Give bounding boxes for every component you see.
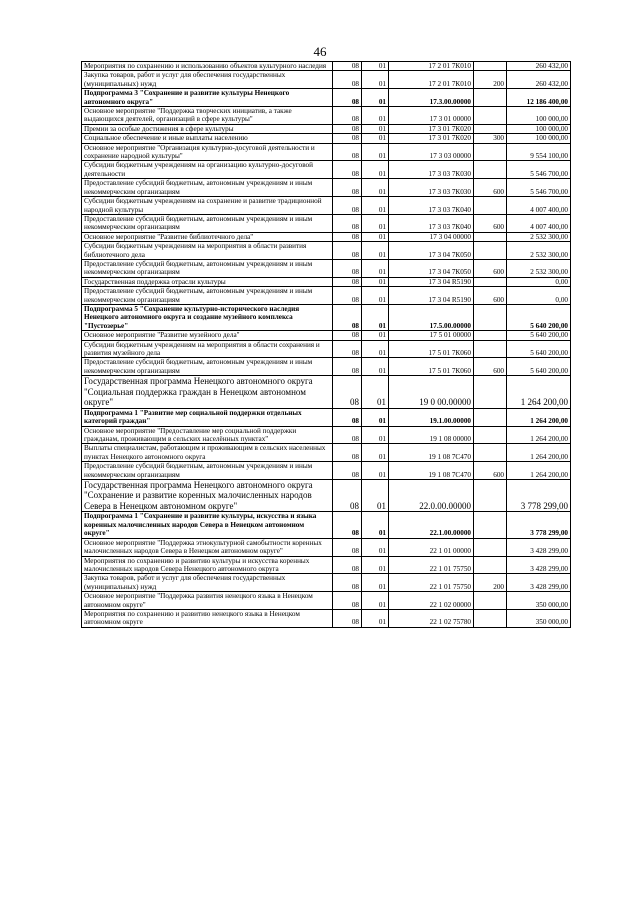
row-description: Подпрограмма 5 "Сохранение культурно-исторического наследия Ненецкого автономного округа и создание музейного комплекса "Пустозерье" <box>82 304 333 330</box>
section-code: 08 <box>333 426 362 444</box>
expense-type-code: 600 <box>474 462 507 480</box>
expense-type-code <box>474 107 507 125</box>
target-article-code: 17 3 03 7К030 <box>389 179 474 197</box>
row-description: Субсидии бюджетным учреждениям на мероприятия в области развития библиотечного дела <box>82 242 333 260</box>
amount: 1 264 200,00 <box>507 426 571 444</box>
subsection-code: 01 <box>362 259 389 277</box>
amount: 5 546 700,00 <box>507 161 571 179</box>
row-description: Мероприятия по сохранению и использованию объектов культурного наследия <box>82 62 333 71</box>
target-article-code: 17 3 04 R5190 <box>389 277 474 286</box>
target-article-code: 17 3 01 7К020 <box>389 124 474 133</box>
expense-type-code <box>474 340 507 358</box>
row-description: Субсидии бюджетным учреждениям на сохранение и развитие традиционной народной культуры <box>82 197 333 215</box>
section-code: 08 <box>333 214 362 232</box>
row-description: Государственная программа Ненецкого автономного округа "Сохранение и развитие коренных малочисленных народов Севера в Ненецком автономном округе" <box>82 479 333 512</box>
amount: 2 532 300,00 <box>507 242 571 260</box>
target-article-code: 22.1.00.00000 <box>389 512 474 538</box>
target-article-code: 17 2 01 7К010 <box>389 62 474 71</box>
section-code: 08 <box>333 512 362 538</box>
amount: 3 428 299,00 <box>507 556 571 574</box>
section-code: 08 <box>333 179 362 197</box>
row-description: Субсидии бюджетным учреждениям на организацию культурно-досуговой деятельности <box>82 161 333 179</box>
target-article-code: 17 5 01 7К060 <box>389 358 474 376</box>
expense-type-code: 200 <box>474 71 507 89</box>
table-row <box>82 214 571 232</box>
row-description: Премии за особые достижения в сфере культуры <box>82 124 333 133</box>
expense-type-code <box>474 408 507 426</box>
table-row <box>82 556 571 574</box>
table-row <box>82 197 571 215</box>
target-article-code: 22 1 01 75750 <box>389 574 474 592</box>
amount: 100 000,00 <box>507 107 571 125</box>
table-row <box>82 340 571 358</box>
expense-type-code: 600 <box>474 358 507 376</box>
target-article-code: 17 3 04 7К050 <box>389 242 474 260</box>
amount: 5 640 200,00 <box>507 340 571 358</box>
amount: 100 000,00 <box>507 134 571 143</box>
row-description: Подпрограмма 1 "Сохранение и развитие культуры, искусства и языка коренных малочисленных народов Севера в Ненецком автономном округе" <box>82 512 333 538</box>
table-row <box>82 331 571 340</box>
section-code: 08 <box>333 408 362 426</box>
table-row <box>82 124 571 133</box>
amount: 260 432,00 <box>507 71 571 89</box>
target-article-code: 17 3 01 00000 <box>389 107 474 125</box>
target-article-code: 22.0.00.00000 <box>389 479 474 512</box>
expense-type-code: 600 <box>474 214 507 232</box>
expense-type-code: 600 <box>474 259 507 277</box>
expense-type-code <box>474 444 507 462</box>
subsection-code: 01 <box>362 331 389 340</box>
amount: 3 428 299,00 <box>507 538 571 556</box>
section-code: 08 <box>333 287 362 305</box>
section-code: 08 <box>333 340 362 358</box>
row-description: Предоставление субсидий бюджетным, автономным учреждениям и иным некоммерческим организациям <box>82 462 333 480</box>
row-description: Предоставление субсидий бюджетным, автономным учреждениям и иным некоммерческим организациям <box>82 287 333 305</box>
section-code: 08 <box>333 107 362 125</box>
row-description: Основное мероприятие "Поддержка развития ненецкого языка в Ненецком автономном округе" <box>82 592 333 610</box>
table-row <box>82 242 571 260</box>
target-article-code: 19 1 08 7С470 <box>389 444 474 462</box>
row-description: Предоставление субсидий бюджетным, автономным учреждениям и иным некоммерческим организациям <box>82 214 333 232</box>
amount: 0,00 <box>507 287 571 305</box>
subsection-code: 01 <box>362 197 389 215</box>
expense-type-code <box>474 89 507 107</box>
section-code: 08 <box>333 197 362 215</box>
table-row <box>82 277 571 286</box>
table-row <box>82 287 571 305</box>
amount: 1 264 200,00 <box>507 408 571 426</box>
target-article-code: 19.1.00.00000 <box>389 408 474 426</box>
table-row <box>82 179 571 197</box>
amount: 4 007 400,00 <box>507 197 571 215</box>
row-description: Мероприятия по сохранению и развитию ненецкого языка в Ненецком автономном округе <box>82 609 333 627</box>
expense-type-code <box>474 143 507 161</box>
table-row <box>82 358 571 376</box>
expense-type-code <box>474 331 507 340</box>
subsection-code: 01 <box>362 71 389 89</box>
amount: 3 778 299,00 <box>507 512 571 538</box>
target-article-code: 17 3 04 00000 <box>389 232 474 241</box>
table-row <box>82 161 571 179</box>
subsection-code: 01 <box>362 304 389 330</box>
subsection-code: 01 <box>362 89 389 107</box>
table-row <box>82 89 571 107</box>
target-article-code: 17 3 03 7К040 <box>389 197 474 215</box>
subsection-code: 01 <box>362 143 389 161</box>
subsection-code: 01 <box>362 107 389 125</box>
amount: 350 000,00 <box>507 592 571 610</box>
subsection-code: 01 <box>362 426 389 444</box>
section-code: 08 <box>333 71 362 89</box>
section-code: 08 <box>333 592 362 610</box>
section-code: 08 <box>333 277 362 286</box>
row-description: Закупка товаров, работ и услуг для обеспечения государственных (муниципальных) нужд <box>82 574 333 592</box>
amount: 5 640 200,00 <box>507 358 571 376</box>
row-description: Основное мероприятие "Предоставление мер социальной поддержки гражданам, проживающим в сельских населённых пунктах" <box>82 426 333 444</box>
amount: 9 554 100,00 <box>507 143 571 161</box>
subsection-code: 01 <box>362 124 389 133</box>
amount: 350 000,00 <box>507 609 571 627</box>
table-row <box>82 71 571 89</box>
section-code: 08 <box>333 304 362 330</box>
budget-table <box>81 61 571 628</box>
row-description: Государственная поддержка отрасли культуры <box>82 277 333 286</box>
row-description: Основное мероприятие "Организация культурно-досуговой деятельности и сохранение народной культуры" <box>82 143 333 161</box>
section-code: 08 <box>333 134 362 143</box>
amount: 2 532 300,00 <box>507 232 571 241</box>
section-code: 08 <box>333 609 362 627</box>
table-row <box>82 538 571 556</box>
target-article-code: 17 3 03 7К040 <box>389 214 474 232</box>
section-code: 08 <box>333 232 362 241</box>
table-row <box>82 426 571 444</box>
subsection-code: 01 <box>362 214 389 232</box>
expense-type-code <box>474 376 507 409</box>
expense-type-code <box>474 512 507 538</box>
table-row <box>82 259 571 277</box>
subsection-code: 01 <box>362 277 389 286</box>
subsection-code: 01 <box>362 242 389 260</box>
subsection-code: 01 <box>362 462 389 480</box>
amount: 3 428 299,00 <box>507 574 571 592</box>
subsection-code: 01 <box>362 479 389 512</box>
table-row <box>82 462 571 480</box>
target-article-code: 17 2 01 7К010 <box>389 71 474 89</box>
amount: 2 532 300,00 <box>507 259 571 277</box>
row-description: Социальное обеспечение и иные выплаты населению <box>82 134 333 143</box>
subsection-code: 01 <box>362 592 389 610</box>
section-code: 08 <box>333 479 362 512</box>
amount: 1 264 200,00 <box>507 376 571 409</box>
row-description: Основное мероприятие "Поддержка этнокультурной самобытности коренных малочисленных народов Севера в Ненецком автономном округе" <box>82 538 333 556</box>
row-description: Предоставление субсидий бюджетным, автономным учреждениям и иным некоммерческим организациям <box>82 259 333 277</box>
table-row <box>82 143 571 161</box>
row-description: Государственная программа Ненецкого автономного округа "Социальная поддержка граждан в Ненецком автономном округе" <box>82 376 333 409</box>
subsection-code: 01 <box>362 161 389 179</box>
target-article-code: 19 0 00.00000 <box>389 376 474 409</box>
expense-type-code: 300 <box>474 134 507 143</box>
subsection-code: 01 <box>362 287 389 305</box>
section-code: 08 <box>333 358 362 376</box>
target-article-code: 17.3.00.00000 <box>389 89 474 107</box>
row-description: Предоставление субсидий бюджетным, автономным учреждениям и иным некоммерческим организациям <box>82 358 333 376</box>
subsection-code: 01 <box>362 179 389 197</box>
subsection-code: 01 <box>362 376 389 409</box>
section-code: 08 <box>333 556 362 574</box>
target-article-code: 17.5.00.00000 <box>389 304 474 330</box>
table-row <box>82 376 571 409</box>
expense-type-code <box>474 62 507 71</box>
target-article-code: 17 3 03 7К030 <box>389 161 474 179</box>
subsection-code: 01 <box>362 574 389 592</box>
row-description: Субсидии бюджетным учреждениям на мероприятия в области сохранения и развития музейного дела <box>82 340 333 358</box>
target-article-code: 19 1 08 00000 <box>389 426 474 444</box>
subsection-code: 01 <box>362 358 389 376</box>
target-article-code: 19 1 08 7С470 <box>389 462 474 480</box>
target-article-code: 17 3 01 7К020 <box>389 134 474 143</box>
amount: 3 778 299,00 <box>507 479 571 512</box>
section-code: 08 <box>333 242 362 260</box>
row-description: Закупка товаров, работ и услуг для обеспечения государственных (муниципальных) нужд <box>82 71 333 89</box>
table-row <box>82 574 571 592</box>
row-description: Основное мероприятие "Поддержка творческих инициатив, а также выдающихся деятелей, организаций в сфере культуры" <box>82 107 333 125</box>
table-row <box>82 62 571 71</box>
expense-type-code: 600 <box>474 179 507 197</box>
target-article-code: 22 1 01 75750 <box>389 556 474 574</box>
row-description: Основное мероприятие "Развитие музейного дела" <box>82 331 333 340</box>
amount: 0,00 <box>507 277 571 286</box>
row-description: Подпрограмма 3 "Сохранение и развитие культуры Ненецкого автономного округа" <box>82 89 333 107</box>
amount: 260 432,00 <box>507 62 571 71</box>
target-article-code: 17 3 04 R5190 <box>389 287 474 305</box>
expense-type-code <box>474 592 507 610</box>
section-code: 08 <box>333 89 362 107</box>
target-article-code: 22 1 02 75780 <box>389 609 474 627</box>
expense-type-code <box>474 556 507 574</box>
expense-type-code <box>474 479 507 512</box>
target-article-code: 17 3 04 7К050 <box>389 259 474 277</box>
amount: 1 264 200,00 <box>507 462 571 480</box>
row-description: Мероприятия по сохранению и развитию культуры и искусства коренных малочисленных народов Севера Ненецкого автономного округа <box>82 556 333 574</box>
expense-type-code <box>474 304 507 330</box>
subsection-code: 01 <box>362 538 389 556</box>
row-description: Основное мероприятие "Развитие библиотечного дела" <box>82 232 333 241</box>
subsection-code: 01 <box>362 408 389 426</box>
subsection-code: 01 <box>362 340 389 358</box>
table-row <box>82 304 571 330</box>
amount: 100 000,00 <box>507 124 571 133</box>
section-code: 08 <box>333 259 362 277</box>
table-row <box>82 134 571 143</box>
expense-type-code <box>474 609 507 627</box>
subsection-code: 01 <box>362 134 389 143</box>
table-row <box>82 609 571 627</box>
table-row <box>82 592 571 610</box>
amount: 12 186 400,00 <box>507 89 571 107</box>
section-code: 08 <box>333 574 362 592</box>
table-row <box>82 107 571 125</box>
amount: 5 640 200,00 <box>507 304 571 330</box>
subsection-code: 01 <box>362 512 389 538</box>
section-code: 08 <box>333 62 362 71</box>
section-code: 08 <box>333 161 362 179</box>
expense-type-code <box>474 242 507 260</box>
row-description: Предоставление субсидий бюджетным, автономным учреждениям и иным некоммерческим организациям <box>82 179 333 197</box>
target-article-code: 17 5 01 00000 <box>389 331 474 340</box>
expense-type-code: 200 <box>474 574 507 592</box>
page-number: 46 <box>313 44 327 59</box>
section-code: 08 <box>333 444 362 462</box>
subsection-code: 01 <box>362 444 389 462</box>
expense-type-code <box>474 161 507 179</box>
row-description: Выплаты специалистам, работающим и проживающим в сельских населенных пунктах Ненецкого автономного округа <box>82 444 333 462</box>
target-article-code: 22 1 01 00000 <box>389 538 474 556</box>
amount: 1 264 200,00 <box>507 444 571 462</box>
amount: 4 007 400,00 <box>507 214 571 232</box>
expense-type-code <box>474 538 507 556</box>
expense-type-code <box>474 426 507 444</box>
subsection-code: 01 <box>362 556 389 574</box>
section-code: 08 <box>333 143 362 161</box>
section-code: 08 <box>333 462 362 480</box>
expense-type-code <box>474 277 507 286</box>
table-row <box>82 444 571 462</box>
expense-type-code <box>474 232 507 241</box>
section-code: 08 <box>333 376 362 409</box>
section-code: 08 <box>333 124 362 133</box>
table-row <box>82 408 571 426</box>
expense-type-code <box>474 197 507 215</box>
target-article-code: 17 5 01 7К060 <box>389 340 474 358</box>
table-row <box>82 479 571 512</box>
row-description: Подпрограмма 1 "Развитие мер социальной поддержки отдельных категорий граждан" <box>82 408 333 426</box>
expense-type-code: 600 <box>474 287 507 305</box>
subsection-code: 01 <box>362 62 389 71</box>
subsection-code: 01 <box>362 232 389 241</box>
amount: 5 546 700,00 <box>507 179 571 197</box>
section-code: 08 <box>333 538 362 556</box>
amount: 5 640 200,00 <box>507 331 571 340</box>
table-row <box>82 512 571 538</box>
section-code: 08 <box>333 331 362 340</box>
expense-type-code <box>474 124 507 133</box>
target-article-code: 22 1 02 00000 <box>389 592 474 610</box>
subsection-code: 01 <box>362 609 389 627</box>
target-article-code: 17 3 03 00000 <box>389 143 474 161</box>
table-row <box>82 232 571 241</box>
